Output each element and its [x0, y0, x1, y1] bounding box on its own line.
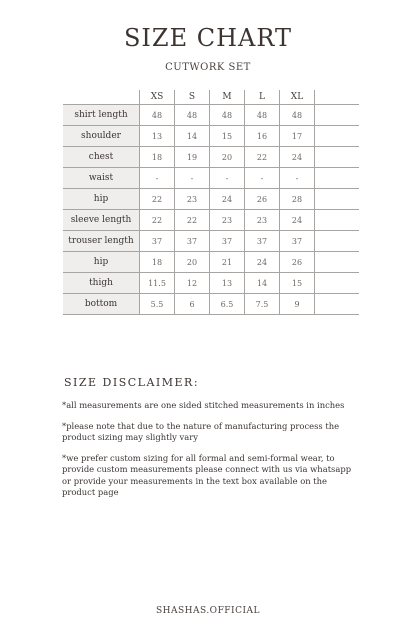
measurement-cell: 24: [210, 189, 245, 210]
measurement-cell: 37: [280, 231, 315, 252]
table-row: [63, 252, 359, 273]
empty-cell: [315, 231, 360, 252]
measurement-cell: 15: [210, 126, 245, 147]
empty-cell: [315, 105, 360, 126]
row-label: thigh: [63, 273, 140, 294]
row-label: sleeve length: [63, 210, 140, 231]
row-label: bottom: [63, 294, 140, 315]
empty-cell: [315, 252, 360, 273]
measurement-cell: 11.5: [140, 273, 175, 294]
measurement-cell: 14: [245, 273, 280, 294]
page-subtitle: CUTWORK SET: [165, 62, 251, 73]
measurement-cell: 37: [210, 231, 245, 252]
measurement-cell: 23: [245, 210, 280, 231]
measurement-cell: 24: [280, 210, 315, 231]
measurement-cell: 19: [175, 147, 210, 168]
measurement-cell: 26: [280, 252, 315, 273]
row-label: hip: [63, 252, 140, 273]
measurement-cell: -: [175, 168, 210, 189]
measurement-cell: 26: [245, 189, 280, 210]
empty-cell: [315, 147, 360, 168]
row-label: shirt length: [63, 105, 140, 126]
measurement-cell: 12: [175, 273, 210, 294]
measurement-cell: 7.5: [245, 294, 280, 315]
table-row: [63, 105, 359, 126]
measurement-cell: 48: [245, 105, 280, 126]
measurement-cell: -: [245, 168, 280, 189]
header-size: XS: [140, 90, 175, 105]
header-size: XL: [280, 90, 315, 105]
measurement-cell: -: [210, 168, 245, 189]
measurement-cell: -: [140, 168, 175, 189]
measurement-cell: 37: [245, 231, 280, 252]
measurement-cell: 48: [175, 105, 210, 126]
measurement-cell: 24: [280, 147, 315, 168]
table-row: [63, 210, 359, 231]
measurement-cell: 14: [175, 126, 210, 147]
measurement-cell: 23: [210, 210, 245, 231]
table-row: [63, 189, 359, 210]
measurement-cell: 16: [245, 126, 280, 147]
table-row: [63, 168, 359, 189]
disclaimer-note: *please note that due to the nature of manufacturing process the product sizing may slightly vary: [62, 420, 340, 442]
size-chart-table: [63, 90, 359, 315]
table-row: [63, 126, 359, 147]
header-size: M: [210, 90, 245, 105]
measurement-cell: 24: [245, 252, 280, 273]
measurement-cell: 21: [210, 252, 245, 273]
table-row: [63, 147, 359, 168]
measurement-cell: 22: [140, 189, 175, 210]
measurement-cell: 37: [140, 231, 175, 252]
disclaimer-title: SIZE DISCLAIMER:: [64, 376, 200, 389]
disclaimer-notes: [62, 400, 352, 508]
disclaimer-note: *we prefer custom sizing for all formal and semi-formal wear, to provide custom measurements please connect with us via whatsapp or provide your measurements in the text box available on the product page: [62, 452, 352, 497]
disclaimer-note: *all measurements are one sided stitched measurements in inches: [62, 400, 345, 410]
brand-footer: SHASHAS.OFFICIAL: [155, 606, 261, 616]
header-empty-cell: [63, 90, 140, 105]
measurement-cell: 28: [280, 189, 315, 210]
measurement-cell: 20: [210, 147, 245, 168]
measurement-cell: 17: [280, 126, 315, 147]
measurement-cell: 22: [245, 147, 280, 168]
measurement-cell: 6: [175, 294, 210, 315]
header-empty-cell: [315, 90, 360, 105]
row-label: trouser length: [63, 231, 140, 252]
measurement-cell: 48: [140, 105, 175, 126]
empty-cell: [315, 126, 360, 147]
row-label: chest: [63, 147, 140, 168]
measurement-cell: 18: [140, 147, 175, 168]
table-row: [63, 273, 359, 294]
table-header-row: [63, 90, 359, 105]
measurement-cell: 48: [280, 105, 315, 126]
page-title: SIZE CHART: [123, 24, 293, 52]
table-row: [63, 294, 359, 315]
measurement-cell: 22: [175, 210, 210, 231]
measurement-cell: 48: [210, 105, 245, 126]
measurement-cell: 22: [140, 210, 175, 231]
row-label: hip: [63, 189, 140, 210]
empty-cell: [315, 273, 360, 294]
header-size: S: [175, 90, 210, 105]
empty-cell: [315, 294, 360, 315]
empty-cell: [315, 168, 360, 189]
measurement-cell: 13: [140, 126, 175, 147]
row-label: waist: [63, 168, 140, 189]
measurement-cell: 6.5: [210, 294, 245, 315]
measurement-cell: 23: [175, 189, 210, 210]
header-size: L: [245, 90, 280, 105]
measurement-cell: 20: [175, 252, 210, 273]
measurement-cell: 18: [140, 252, 175, 273]
measurement-cell: 13: [210, 273, 245, 294]
table-row: [63, 231, 359, 252]
empty-cell: [315, 189, 360, 210]
measurement-cell: 37: [175, 231, 210, 252]
empty-cell: [315, 210, 360, 231]
measurement-cell: 15: [280, 273, 315, 294]
measurement-cell: 9: [280, 294, 315, 315]
measurement-cell: -: [280, 168, 315, 189]
measurement-cell: 5.5: [140, 294, 175, 315]
row-label: shoulder: [63, 126, 140, 147]
